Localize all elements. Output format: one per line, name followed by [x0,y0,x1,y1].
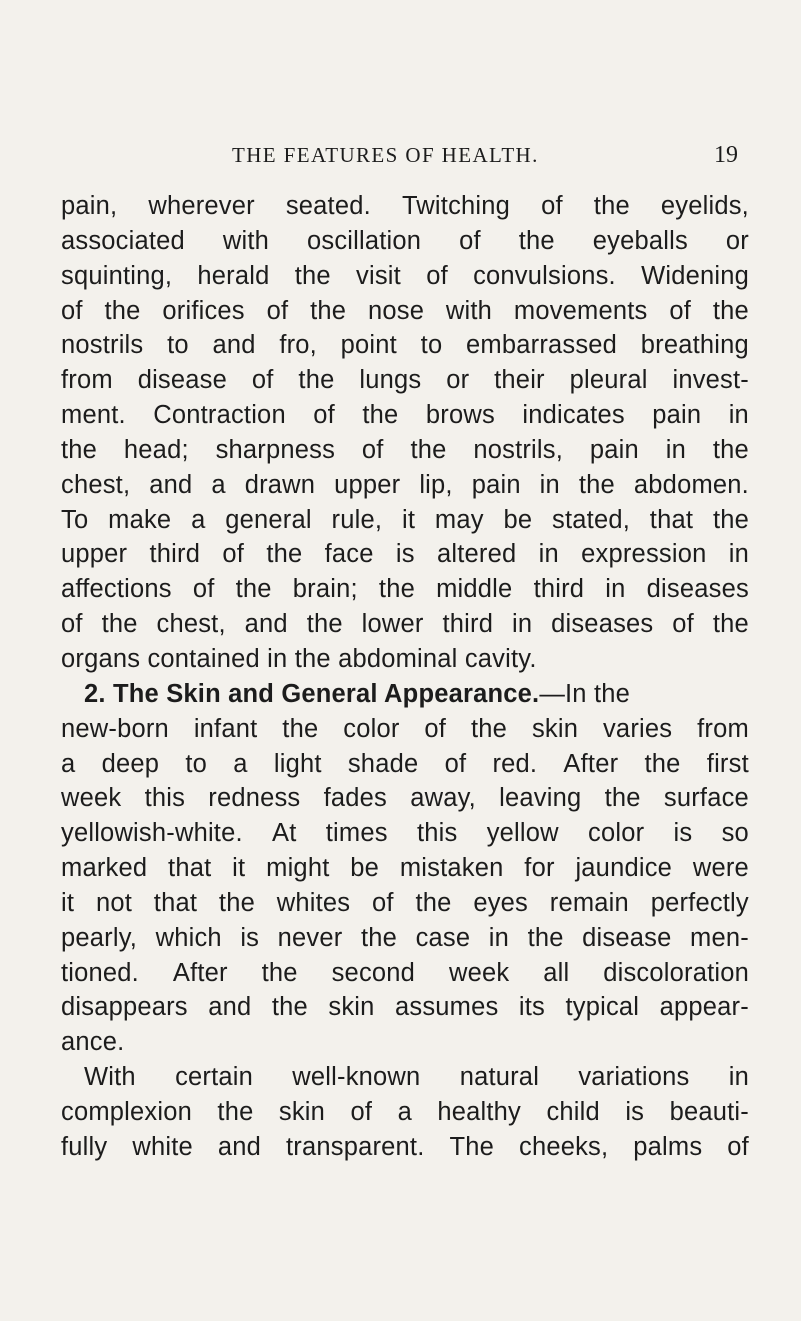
word: natural [459,1063,540,1092]
word: from [61,366,113,395]
word: this [416,819,458,848]
word: jaundice [575,854,673,883]
word: the [644,749,681,778]
word: herald [197,261,270,290]
text-line [61,921,749,956]
word: At [272,819,297,848]
word: pearly, [61,923,138,952]
word: the [410,435,447,464]
word: of [426,261,448,290]
text-line [61,1060,749,1095]
word: nostrils, [473,435,564,464]
word: movements [513,296,648,325]
text-line [61,503,749,538]
text-line [61,363,749,398]
text-line [61,886,749,921]
word: The [449,1132,495,1161]
word: Widening [641,261,749,290]
text-line [61,294,749,329]
word: all [543,958,570,987]
word: lower [361,610,424,639]
word: case [415,923,471,952]
text-line [61,398,749,433]
word: convulsions. [473,261,616,290]
word: organs [61,644,141,673]
word: the [712,505,749,534]
word: the [361,923,398,952]
paragraph-2 [61,677,749,1060]
word: cavity. [464,644,537,673]
word: their [494,366,545,395]
word: altered [437,540,517,569]
word: face [324,540,374,569]
word: this [144,784,186,813]
word: be [503,505,533,534]
word: never [277,923,343,952]
word: palms [633,1132,703,1161]
word: the [61,435,98,464]
word: the [271,993,308,1022]
word: embarrassed [466,331,618,360]
word: of [350,1097,373,1126]
word: the [712,610,749,639]
word: third [533,575,585,604]
word: of [672,610,694,639]
word: is [673,819,693,848]
word: the [306,610,343,639]
word: leaving [499,784,582,813]
word: appear- [659,993,749,1022]
word: light [273,749,322,778]
word: were [692,854,749,883]
word: ance. [61,1028,125,1057]
word: wherever [148,192,255,220]
word: away, [410,784,476,813]
word: fades [323,784,387,813]
word: general [225,505,312,534]
page-number: 19 [714,142,738,168]
word: assumes [395,993,499,1022]
word: the [217,1097,254,1126]
word: beauti- [669,1097,749,1126]
word: To [61,505,89,534]
text-line [61,537,749,572]
word: brain; [292,575,358,604]
word: the [470,714,508,743]
word: the [378,575,415,604]
word: infant [193,714,258,743]
word: skin [531,714,579,743]
word: a [61,749,76,778]
word: child [546,1097,600,1126]
word: of [61,296,83,325]
word: skin [278,1097,326,1126]
word: a [233,749,248,778]
word: fro, [279,331,317,360]
word: of [222,540,245,569]
word: in [728,1063,749,1092]
word: Contraction [153,401,286,430]
word: yellow [486,819,559,848]
word: men- [690,923,749,952]
word: in [511,610,533,639]
word: the [593,192,630,220]
word: the [266,540,303,569]
text-line [61,747,749,782]
word: abdomen. [633,470,749,499]
word: in [267,644,288,673]
word: in [728,540,749,569]
word: so [721,819,749,848]
word: chest, [156,610,226,639]
word: healthy [437,1097,522,1126]
word: first [706,749,749,778]
text-line [61,224,749,259]
word: the [282,714,319,743]
word: of [424,714,447,743]
word: the [604,784,641,813]
word: upper [334,470,401,499]
word: in [605,575,626,604]
word: a [397,1097,412,1126]
word: diseases [646,575,749,604]
running-head-title: THE FEATURES OF HEALTH. [232,143,539,167]
word: of [251,366,274,395]
word: it [401,505,416,534]
word: well-known [292,1063,421,1092]
word: of [61,610,83,639]
word: nostrils [61,331,144,360]
text-line [61,1130,749,1165]
word: deep [101,749,160,778]
word: the [310,296,347,325]
word: diseases [551,610,654,639]
word: skin [328,993,375,1022]
text-line [61,607,749,642]
word: in [665,435,686,464]
word: lip, [419,470,453,499]
word: varies [602,714,673,743]
text-line [61,956,749,991]
word: associated [61,226,185,255]
word: variations [578,1063,690,1092]
word: of [266,296,289,325]
word: the [527,923,564,952]
word: surface [663,784,749,813]
word: eyes [473,888,528,917]
word: to [420,331,443,360]
text-line [61,677,749,712]
word: squinting, [61,261,173,290]
word: to [185,749,208,778]
word: with [445,296,493,325]
word: and [244,610,288,639]
word: disappears [61,993,188,1022]
word: disease [137,366,227,395]
word: Twitching [401,192,511,220]
word: lungs [359,366,422,395]
word: the [578,470,615,499]
word: disease [582,923,672,952]
word: a [191,505,206,534]
text-line [61,990,749,1025]
word: discoloration [603,958,749,987]
word: the [518,226,555,255]
running-head [60,138,750,172]
word: in [488,923,510,952]
word: in [539,470,560,499]
word: orifices [162,296,245,325]
word: After [172,958,228,987]
word: shade [347,749,419,778]
word: might [266,854,330,883]
word: make [108,505,172,534]
word: white [132,1132,193,1161]
word: is [395,540,415,569]
word: of [459,226,481,255]
word: which [155,923,222,952]
word: eyeballs [592,226,688,255]
word: not [95,888,132,917]
word: point [340,331,397,360]
word: chest, [61,470,131,499]
word: the [101,610,138,639]
word: pain [471,470,521,499]
word: expression [581,540,707,569]
word: the [294,644,331,673]
word: of [192,575,215,604]
word: of [313,401,335,430]
word: its [518,993,546,1022]
word: week [61,784,122,813]
word: the [261,958,298,987]
word: pain [589,435,639,464]
word: pleural [569,366,648,395]
text-line [61,572,749,607]
word: nose [367,296,425,325]
word: indicates [522,401,625,430]
word: brows [425,401,495,430]
word: head; [123,435,189,464]
word: the [712,296,749,325]
word: upper [61,540,128,569]
word: of [372,888,394,917]
word: in [728,401,749,430]
word: typical [565,993,640,1022]
word: cheeks, [519,1132,609,1161]
word: abdominal [338,644,458,673]
word: the [104,296,141,325]
word: red. [492,749,538,778]
word: and [217,1132,262,1161]
word: of [541,192,563,220]
word: drawn [244,470,316,499]
word: mistaken [399,854,504,883]
word: second [331,958,416,987]
word: that [168,854,212,883]
word: the [218,888,255,917]
paragraph-3 [61,1060,749,1165]
word: that [153,888,198,917]
word: the [298,366,335,395]
word: With [84,1063,136,1092]
word: or [446,366,470,395]
word: oscillation [306,226,422,255]
word: marked [61,854,148,883]
word: is [625,1097,645,1126]
text-line [61,712,749,747]
section-heading: The Skin and General Appearance. [112,679,540,708]
word: invest- [672,366,749,395]
word: the [415,888,452,917]
word: third [442,610,494,639]
word: contained [147,644,260,673]
text-line [61,189,749,224]
word: fully [61,1132,108,1161]
text-line [61,433,749,468]
word: complexion [61,1097,192,1126]
word: pain, [61,192,118,220]
word: for [524,854,555,883]
word: breathing [640,331,749,360]
word: of [361,435,384,464]
text-line [61,468,749,503]
word: remain [549,888,629,917]
word: perfectly [650,888,749,917]
word: week [448,958,510,987]
word: middle [436,575,513,604]
text-line [61,259,749,294]
word: the [294,261,331,290]
word: third [149,540,201,569]
word: and [212,331,256,360]
word: ment. [61,401,126,430]
word: the [235,575,272,604]
word: redness [208,784,301,813]
word: yellowish-white. [61,819,243,848]
word: eyelids, [660,192,749,220]
word: After [563,749,619,778]
word: new-born [61,714,169,743]
word: seated. [285,192,371,220]
body-text [61,189,749,1165]
word: visit [356,261,401,290]
word: a [211,470,226,499]
word: from [697,714,749,743]
word: with [222,226,270,255]
word: of [727,1132,749,1161]
word: sharpness [215,435,336,464]
word: it [61,888,75,917]
word: times [325,819,388,848]
word: stated, [552,505,630,534]
section-number: 2. [84,679,106,708]
text-line [61,1025,749,1060]
paragraph-1 [61,189,749,677]
word: pain [652,401,702,430]
word: in [538,540,559,569]
word: color [588,819,645,848]
text-line [61,328,749,363]
word: certain [175,1063,254,1092]
word: of [669,296,692,325]
word: rule, [331,505,383,534]
word: affections [61,575,172,604]
text-line [61,642,749,677]
word: tioned. [61,958,139,987]
word: whites [276,888,351,917]
word: the [362,401,399,430]
word: that [649,505,694,534]
word: it [232,854,246,883]
word: to [167,331,189,360]
word: and [149,470,193,499]
word: is [240,923,260,952]
word: the [712,435,749,464]
text-line [61,816,749,851]
text-line [61,1095,749,1130]
text-line [61,851,749,886]
word: be [350,854,380,883]
word: or [725,226,749,255]
lead-text: —In the [539,679,631,708]
word: and [208,993,252,1022]
word: of [444,749,467,778]
word: color [343,714,400,743]
word: transparent. [286,1132,425,1161]
text-line [61,781,749,816]
word: may [434,505,484,534]
